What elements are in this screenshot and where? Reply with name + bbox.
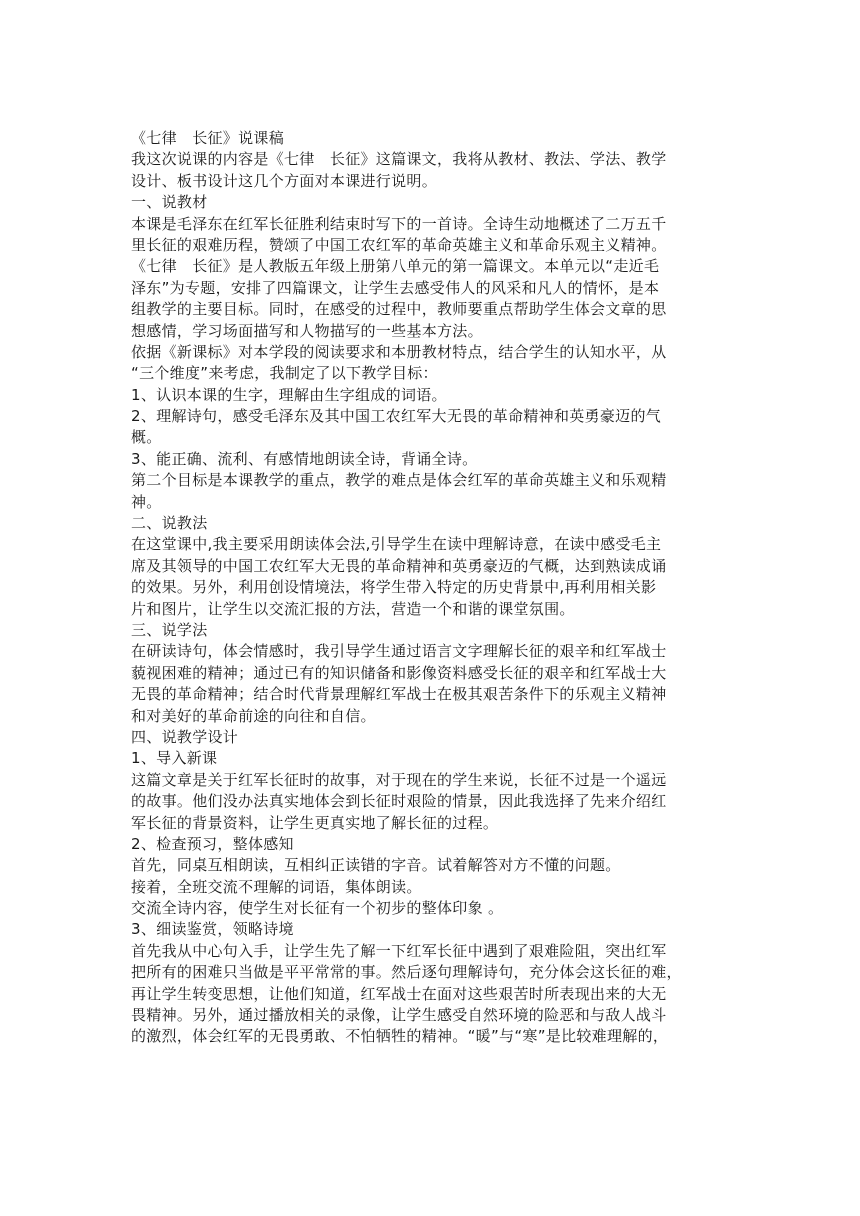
- text-line: 片和图片，让学生以交流汇报的方法，营造一个和谐的课堂氛围。: [131, 599, 575, 618]
- text-line: 接着，全班交流不理解的词语，集体朗读。: [131, 877, 422, 896]
- text-line: 四、说教学设计: [131, 727, 239, 746]
- text-line: 本课是毛泽东在红军长征胜利结束时写下的一首诗。全诗生动地概述了二万五千: [131, 214, 667, 233]
- text-line: 交流全诗内容，使学生对长征有一个初步的整体印象 。: [131, 899, 504, 918]
- text-line: 首先我从中心句入手，让学生先了解一下红军长征中遇到了艰难险阻，突出红军: [131, 941, 667, 960]
- text-line: 第二个目标是本课教学的重点，教学的难点是体会红军的革命英雄主义和乐观精: [131, 471, 667, 490]
- text-line: 想感情，学习场面描写和人物描写的一些基本方法。: [131, 321, 483, 340]
- document-body: [131, 128, 735, 1048]
- text-line: 一、说教材: [131, 193, 208, 212]
- text-line: 把所有的困难只当做是平平常常的事。然后逐句理解诗句，充分体会这长征的难，: [131, 963, 682, 982]
- text-line: 军长征的背景资料，让学生更真实地了解长征的过程。: [131, 813, 499, 832]
- text-line: 2、检查预习，整体感知: [131, 834, 294, 853]
- text-line: 藐视困难的精神；通过已有的知识储备和影像资料感受长征的艰辛和红军战士大: [131, 663, 667, 682]
- text-line: 神。: [131, 492, 162, 511]
- text-line: 和对美好的革命前途的向往和自信。: [131, 706, 376, 725]
- text-line: 畏精神。另外，通过播放相关的录像，让学生感受自然环境的险恶和与敌人战斗: [131, 1006, 667, 1025]
- text-line: 《七律 长征》是人教版五年级上册第八单元的第一篇课文。本单元以“走近毛: [131, 257, 660, 276]
- text-line: 二、说教法: [131, 514, 208, 533]
- text-line: “三个维度”来考虑，我制定了以下教学目标：: [131, 364, 438, 383]
- text-line: 这篇文章是关于红军长征时的故事，对于现在的学生来说，长征不过是一个遥远: [131, 770, 667, 789]
- text-line: 席及其领导的中国工农红军大无畏的革命精神和英勇豪迈的气概，达到熟读成诵: [131, 556, 667, 575]
- text-line: 依据《新课标》对本学段的阅读要求和本册教材特点，结合学生的认知水平，从: [131, 342, 667, 361]
- text-line: 概。: [131, 428, 162, 447]
- text-line: 的故事。他们没办法真实地体会到长征时艰险的情景，因此我选择了先来介绍红: [131, 792, 667, 811]
- text-line: 无畏的革命精神；结合时代背景理解红军战士在极其艰苦条件下的乐观主义精神: [131, 685, 667, 704]
- text-line: 的效果。另外，利用创设情境法，将学生带入特定的历史背景中,再利用相关影: [131, 578, 657, 597]
- text-line: 1、认识本课的生字，理解由生字组成的词语。: [131, 385, 447, 404]
- text-line: 再让学生转变思想，让他们知道，红军战士在面对这些艰苦时所表现出来的大无: [131, 984, 667, 1003]
- text-line: 首先，同桌互相朗读，互相纠正读错的字音。试着解答对方不懂的问题。: [131, 856, 621, 875]
- text-line: 三、说学法: [131, 620, 208, 639]
- text-line: 的激烈，体会红军的无畏勇敢、不怕牺牲的精神。“暖”与“寒”是比较难理解的，: [131, 1027, 669, 1046]
- text-line: 1、导入新课: [131, 749, 218, 768]
- text-line: 3、细读鉴赏，领略诗境: [131, 920, 294, 939]
- text-line: 组教学的主要目标。同时，在感受的过程中，教师要重点帮助学生体会文章的思: [131, 300, 667, 319]
- text-line: 我这次说课的内容是《七律 长征》这篇课文，我将从教材、教法、学法、教学: [131, 150, 667, 169]
- text-line: 在这堂课中,我主要采用朗读体会法,引导学生在读中理解诗意，在读中感受毛主: [131, 535, 662, 554]
- text-line: 泽东”为专题，安排了四篇课文，让学生去感受伟人的风采和凡人的情怀，是本: [131, 278, 660, 297]
- text-line: 设计、板书设计这几个方面对本课进行说明。: [131, 171, 438, 190]
- text-line: 《七律 长征》说课稿: [131, 129, 285, 147]
- text-line: 2、理解诗句，感受毛泽东及其中国工农红军大无畏的革命精神和英勇豪迈的气: [131, 407, 662, 426]
- text-line: 3、能正确、流利、有感情地朗读全诗，背诵全诗。: [131, 449, 478, 468]
- text-line: 里长征的艰难历程，赞颂了中国工农红军的革命英雄主义和革命乐观主义精神。: [131, 235, 667, 254]
- text-line: 在研读诗句，体会情感时，我引导学生通过语言文字理解长征的艰辛和红军战士: [131, 642, 667, 661]
